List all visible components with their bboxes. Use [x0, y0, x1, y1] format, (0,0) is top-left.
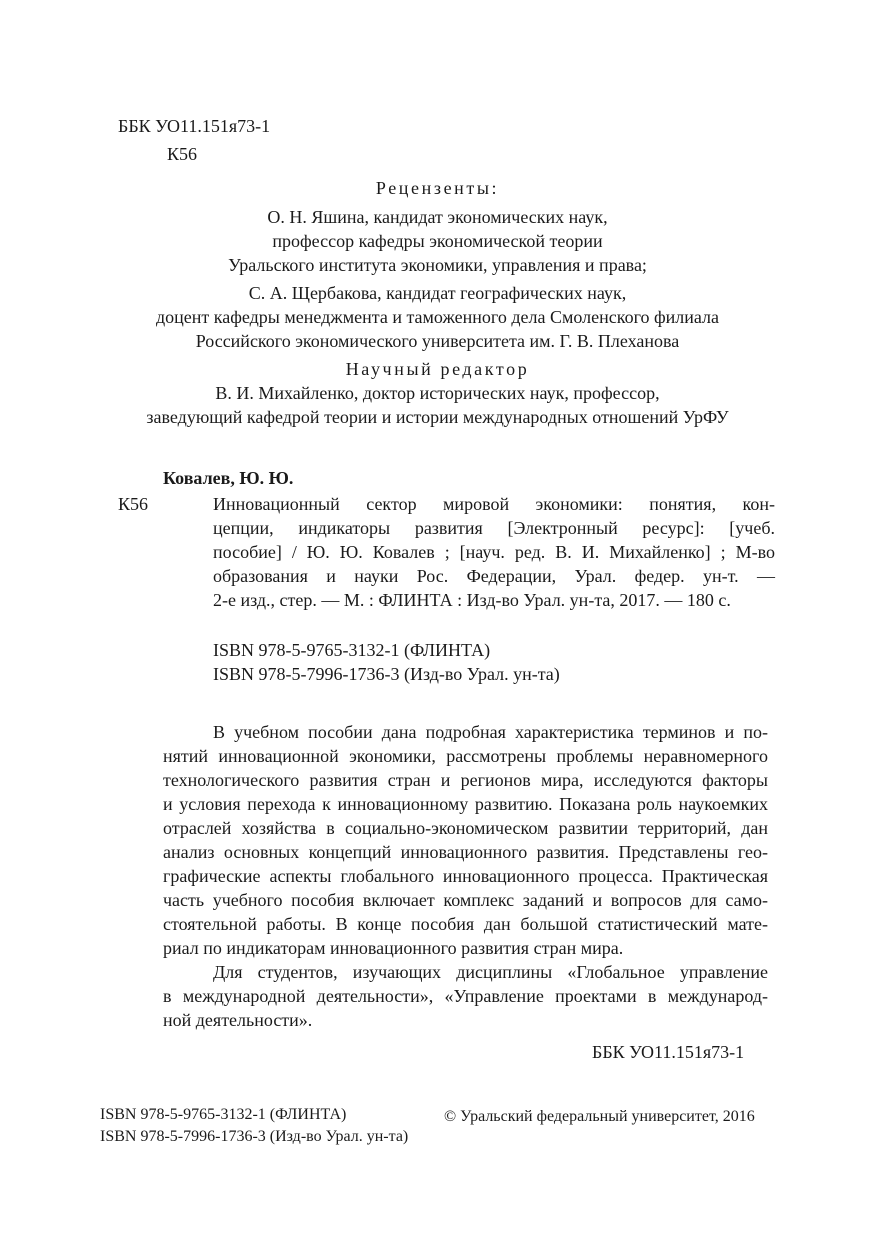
- description-line: пособие] / Ю. Ю. Ковалев ; [науч. ред. В. И. Михайленко] ; М-во: [213, 542, 775, 562]
- abstract-line: графические аспекты глобального инновационного процесса. Практическая: [163, 866, 768, 886]
- description-line: 2-е изд., стер. — М. : ФЛИНТА : Изд-во Урал. ун-та, 2017. — 180 с.: [213, 590, 731, 610]
- audience-line: Для студентов, изучающих дисциплины «Глобальное управление: [213, 962, 768, 982]
- reviewer-line: профессор кафедры экономической теории: [272, 231, 603, 251]
- editor-line: В. И. Михайленко, доктор исторических наук, профессор,: [215, 383, 660, 403]
- reviewer-line: доцент кафедры менеджмента и таможенного дела Смоленского филиала: [155, 307, 720, 327]
- record-mark: К56: [118, 494, 149, 514]
- record-isbn: ISBN 978-5-9765-3132-1 (ФЛИНТА): [213, 640, 491, 660]
- footer-isbn: ISBN 978-5-7996-1736-3 (Изд-во Урал. ун-та): [100, 1128, 409, 1145]
- record-author: Ковалев, Ю. Ю.: [163, 468, 294, 488]
- abstract: [163, 720, 768, 1032]
- abstract-line: и условия перехода к инновационному развитию. Показана роль наукоемких: [163, 794, 768, 814]
- abstract-line: технологического развития стран и регионов мира, исследуются факторы: [163, 770, 768, 790]
- reviewer-line: Уральского института экономики, управления и права;: [228, 255, 647, 275]
- footer-isbn: ISBN 978-5-9765-3132-1 (ФЛИНТА): [100, 1106, 347, 1123]
- abstract-line: часть учебного пособия включает комплекс заданий и вопросов для само-: [163, 890, 768, 910]
- footer-copyright: © Уральский федеральный университет, 2016: [444, 1108, 755, 1125]
- audience-line: ной деятельности».: [163, 1010, 313, 1030]
- editor-line: заведующий кафедрой теории и истории международных отношений УрФУ: [146, 407, 729, 427]
- description-line: образования и науки Рос. Федерации, Урал. федер. ун-т. —: [213, 566, 775, 586]
- bbk-code-top: ББК УО11.151я73-1: [118, 116, 271, 136]
- record-isbn: ISBN 978-5-7996-1736-3 (Изд-во Урал. ун-та): [213, 664, 560, 684]
- abstract-line: анализ основных концепций инновационного развития. Представлены гео-: [163, 842, 768, 862]
- reviewer-line: О. Н. Яшина, кандидат экономических наук,: [267, 207, 608, 227]
- abstract-line: риал по индикаторам инновационного развития стран мира.: [163, 938, 624, 958]
- bbk-code-bottom: ББК УО11.151я73-1: [592, 1042, 745, 1062]
- reviewers-heading: Рецензенты:: [375, 178, 500, 198]
- abstract-line: В учебном пособии дана подробная характеристика терминов и по-: [213, 722, 768, 742]
- abstract-line: отраслей хозяйства в социально-экономическом развитии территорий, дан: [163, 818, 768, 838]
- abstract-line: стоятельной работы. В конце пособия дан большой статистический мате-: [163, 914, 768, 934]
- reviewer-line: С. А. Щербакова, кандидат географических наук,: [248, 283, 627, 303]
- abstract-line: нятий инновационной экономики, рассмотрены проблемы неравномерного: [163, 746, 768, 766]
- reviewer-line: Российского экономического университета им. Г. В. Плеханова: [195, 331, 680, 351]
- description-line: цепции, индикаторы развития [Электронный ресурс]: [учеб.: [213, 518, 775, 538]
- audience-line: в международной деятельности», «Управление проектами в международ-: [163, 986, 768, 1006]
- record-description: [213, 492, 775, 612]
- editor-heading: Научный редактор: [345, 359, 530, 379]
- description-line: Инновационный сектор мировой экономики: понятия, кон-: [213, 494, 775, 514]
- author-mark-top: К56: [167, 144, 198, 164]
